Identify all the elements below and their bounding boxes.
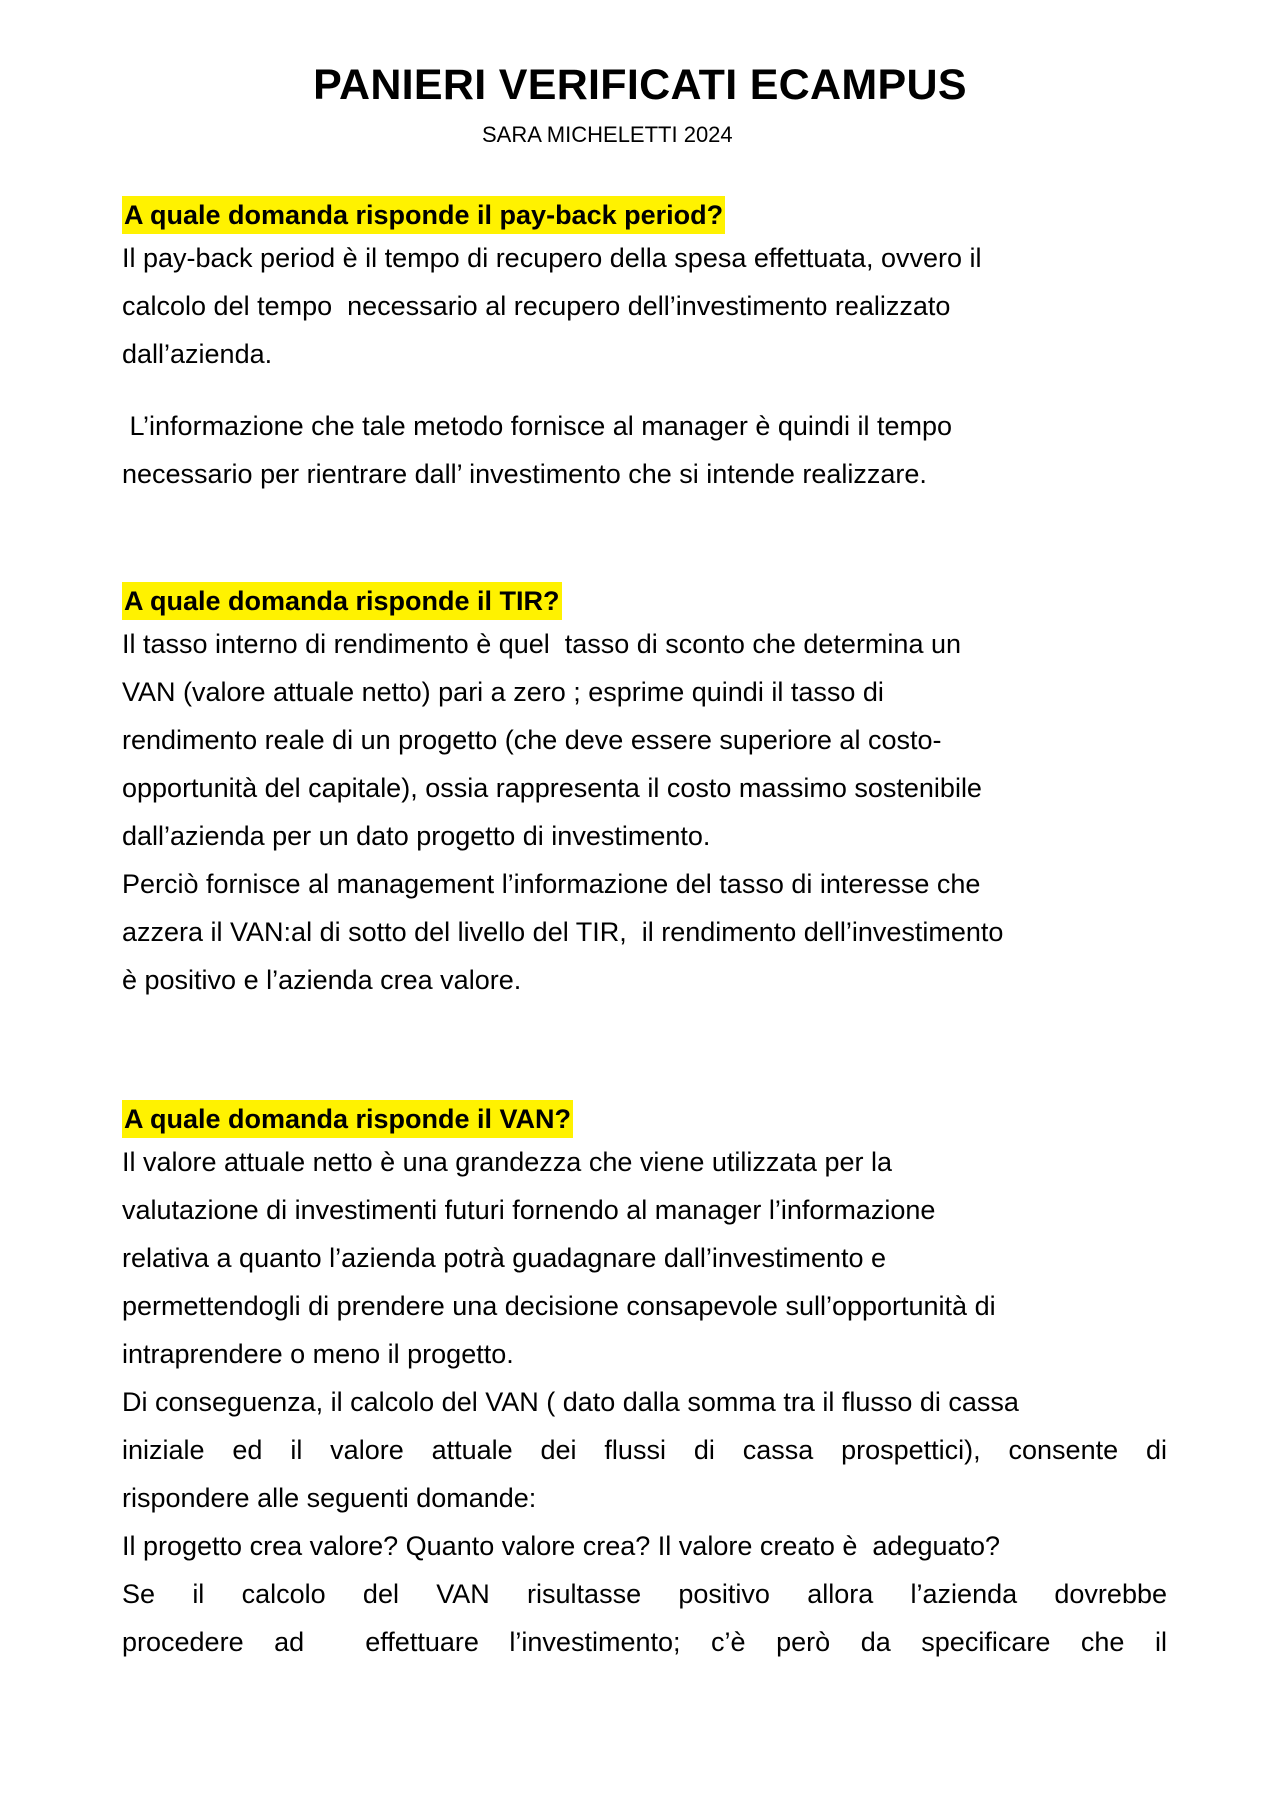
paragraph-line: relativa a quanto l’azienda potrà guadagnare dall’investimento e	[122, 1243, 887, 1273]
document-subtitle: SARA MICHELETTI 2024	[482, 122, 733, 147]
question-heading-van: A quale domanda risponde il VAN?	[122, 1100, 573, 1138]
paragraph-line: VAN (valore attuale netto) pari a zero ; esprime quindi il tasso di	[122, 677, 884, 707]
section-van	[122, 1100, 1167, 1666]
paragraph-line: dall’azienda per un dato progetto di investimento.	[122, 821, 711, 851]
paragraph-line: è positivo e l’azienda crea valore.	[122, 965, 522, 995]
paragraph-line: Il tasso interno di rendimento è quel tasso di sconto che determina un	[122, 629, 961, 659]
paragraph-line: permettendogli di prendere una decisione consapevole sull’opportunità di	[122, 1291, 996, 1321]
paragraph-line: rispondere alle seguenti domande:	[122, 1483, 537, 1513]
paragraph-line: intraprendere o meno il progetto.	[122, 1339, 514, 1369]
question-heading-payback: A quale domanda risponde il pay-back period?	[122, 196, 725, 234]
paragraph-line: iniziale ed il valore attuale dei flussi di cassa prospettici), consente di	[122, 1435, 1167, 1465]
paragraph-line: Il progetto crea valore? Quanto valore crea? Il valore creato è adeguato?	[122, 1531, 1001, 1561]
paragraph-line: azzera il VAN:al di sotto del livello del TIR, il rendimento dell’investimento	[122, 917, 1004, 947]
section-payback	[122, 196, 1167, 498]
paragraph-line: procedere ad effettuare l’investimento; c’è però da specificare che il	[122, 1627, 1167, 1657]
paragraph-line: necessario per rientrare dall’ investimento che si intende realizzare.	[122, 459, 927, 489]
paragraph-line: dall’azienda.	[122, 339, 273, 369]
paragraph-line: calcolo del tempo necessario al recupero dell’investimento realizzato	[122, 291, 951, 321]
paragraph-line: L’informazione che tale metodo fornisce al manager è quindi il tempo	[122, 411, 952, 441]
paragraph-line: Perciò fornisce al management l’informazione del tasso di interesse che	[122, 869, 981, 899]
paragraph-line: rendimento reale di un progetto (che deve essere superiore al costo-	[122, 725, 942, 755]
document-title: PANIERI VERIFICATI ECAMPUS	[313, 61, 967, 109]
question-heading-tir: A quale domanda risponde il TIR?	[122, 582, 562, 620]
paragraph-line: Il pay-back period è il tempo di recupero della spesa effettuata, ovvero il	[122, 243, 982, 273]
paragraph-line: Il valore attuale netto è una grandezza che viene utilizzata per la	[122, 1147, 892, 1177]
paragraph-line: Se il calcolo del VAN risultasse positivo allora l’azienda dovrebbe	[122, 1579, 1167, 1609]
paragraph-line: Di conseguenza, il calcolo del VAN ( dato dalla somma tra il flusso di cassa	[122, 1387, 1019, 1417]
paragraph-line: valutazione di investimenti futuri fornendo al manager l’informazione	[122, 1195, 936, 1225]
section-tir	[122, 582, 1167, 1004]
paragraph-gap	[122, 378, 1167, 402]
paragraph-line: opportunità del capitale), ossia rappresenta il costo massimo sostenibile	[122, 773, 982, 803]
